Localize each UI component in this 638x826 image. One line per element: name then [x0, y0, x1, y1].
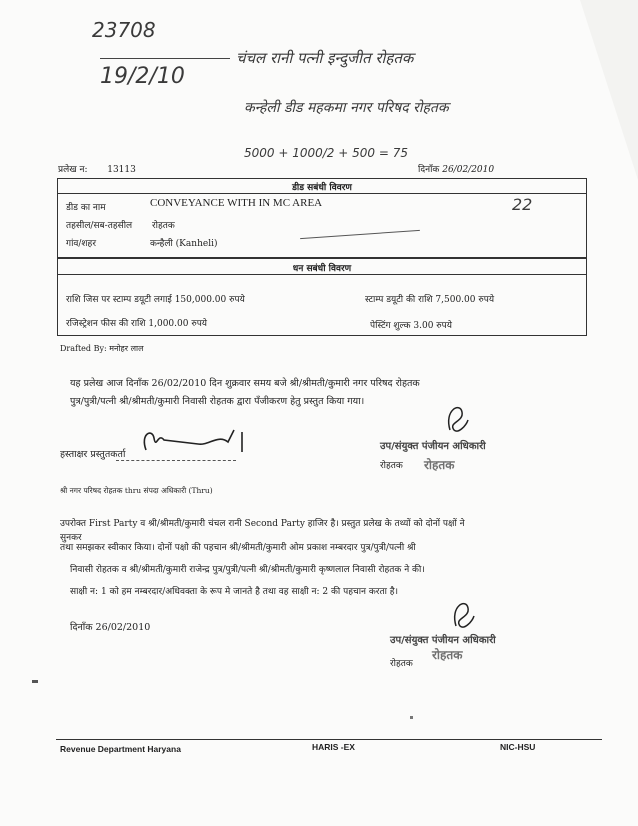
reg-fee-label: रजिस्ट्रेशन फीस की राशि: [66, 319, 146, 329]
footer-rule: [56, 739, 602, 740]
officer-signature-2: [446, 596, 476, 630]
tehsil-value: रोहतक: [152, 221, 175, 231]
scan-speck: [410, 716, 413, 719]
admission-line-4: साक्षी न: 1 को हम नम्बरदार/अधिवक्ता के रूप मे जानते है तथा वह साक्षी न: 2 की पहचान करता है।: [70, 587, 398, 597]
officer-title-2: उप/संयुक्त पंजीयन अधिकारी: [390, 635, 496, 646]
handwritten-line-1: चंचल रानी पत्नी इन्दुजीत रोहतक: [236, 49, 414, 67]
signature-line: [116, 460, 236, 461]
deed-name-label: डीड का नाम: [66, 203, 106, 213]
deed-title-divider: [57, 193, 587, 194]
stamp-amount-value: 150,000.00 रुपये: [174, 295, 245, 305]
pasting-fee-value: 3.00 रुपये: [413, 321, 452, 331]
officer-place-2: रोहतक: [390, 659, 413, 669]
village-label: गांव/शहर: [66, 239, 97, 249]
prelekh-number: 13113: [107, 165, 136, 175]
seal-stamp-2: रोहतक: [432, 648, 463, 662]
presentation-line-1: यह प्रलेख आज दिनाँक 26/02/2010 दिन शुक्रवार समय बजे श्री/श्रीमती/कुमारी नगर परिषद रोहतक: [70, 378, 420, 389]
reg-fee-value: 1,000.00 रुपये: [148, 319, 208, 329]
signatory-label: हस्ताक्षर प्रस्तुतकर्ता: [60, 449, 126, 460]
stamp-duty-label: स्टाम्प डयूटी की राशि: [365, 295, 433, 305]
handwritten-line-2: कन्हेली डीड महकमा नगर परिषद रोहतक: [244, 100, 449, 116]
money-section-title: धन सबंधी विवरण: [292, 264, 352, 274]
admission-line-1: उपरोक्त First Party व श्री/श्रीमती/कुमारी चंचल रानी Second Party हाजिर है। प्रस्तुत प्रलेख के तथ्यों को दोनों पक्षों ने: [60, 519, 465, 529]
deed-section-title: डीड सबंधी विवरण: [292, 183, 352, 193]
deed-name-value: CONVEYANCE WITH IN MC AREA: [150, 197, 323, 209]
presentation-line-2: पुत्र/पुत्री/पत्नी श्री/श्रीमती/कुमारी निवासी रोहतक द्वारा पँजीकरण हेतु प्रस्तुत किया गया।: [70, 396, 365, 407]
money-title-divider: [57, 274, 587, 275]
seal-stamp-1: रोहतक: [424, 458, 455, 472]
handwritten-initials: 22: [512, 195, 533, 214]
thru-line: श्री नगर परिषद रोहतक thru संपदा अधिकारी (Thru): [60, 486, 213, 495]
scan-speck: [32, 680, 38, 683]
officer-place-1: रोहतक: [380, 461, 403, 471]
officer-title-1: उप/संयुक्त पंजीयन अधिकारी: [380, 441, 486, 452]
handwritten-reg-no: 23708: [92, 18, 156, 42]
prelekh-date: 26/02/2010: [442, 165, 495, 175]
footer-center: HARIS -EX: [312, 742, 355, 752]
folded-corner: [580, 0, 638, 180]
stamp-duty-value: 7,500.00 रुपये: [435, 295, 495, 305]
admission-line-1b: सुनकर: [60, 533, 82, 543]
handwritten-date: 19/2/10: [100, 64, 185, 89]
admission-date: दिनाँक 26/02/2010: [70, 622, 151, 633]
handwritten-calculation: 5000 + 1000/2 + 500 = 75: [244, 146, 408, 160]
handwritten-underline: [100, 58, 230, 59]
prelekh-date-label: दिनाँक: [418, 165, 440, 175]
pasting-fee-label: पेस्टिंग शुल्क: [370, 321, 411, 331]
admission-line-3: निवासी रोहतक व श्री/श्रीमती/कुमारी राजेन्द्र पुत्र/पुत्री/पत्नी श्री/श्रीमती/कुमारी कृष्णलाल निवासी रोहतक ने की।: [70, 565, 425, 575]
stamp-amount-label: राशि जिस पर स्टाम्प डयूटी लगाई: [66, 295, 172, 305]
drafted-by: Drafted By: मनोहर लाल: [60, 344, 144, 353]
presenter-signature: [138, 424, 258, 460]
prelekh-label: प्रलेख न:: [58, 165, 88, 175]
admission-line-2: तथा समझकर स्वीकार किया। दोनों पक्षो की पहचान श्री/श्रीमती/कुमारी ओम प्रकाश नम्बरदार पुत्र/पुत्री/पत्नी श्री: [60, 543, 416, 553]
footer-right: NIC-HSU: [500, 742, 536, 752]
tehsil-label: तहसील/सब-तहसील: [66, 221, 133, 231]
footer-left: Revenue Department Haryana: [60, 744, 181, 754]
officer-signature-1: [440, 400, 470, 434]
village-value: कन्हैली (Kanheli): [150, 239, 218, 249]
